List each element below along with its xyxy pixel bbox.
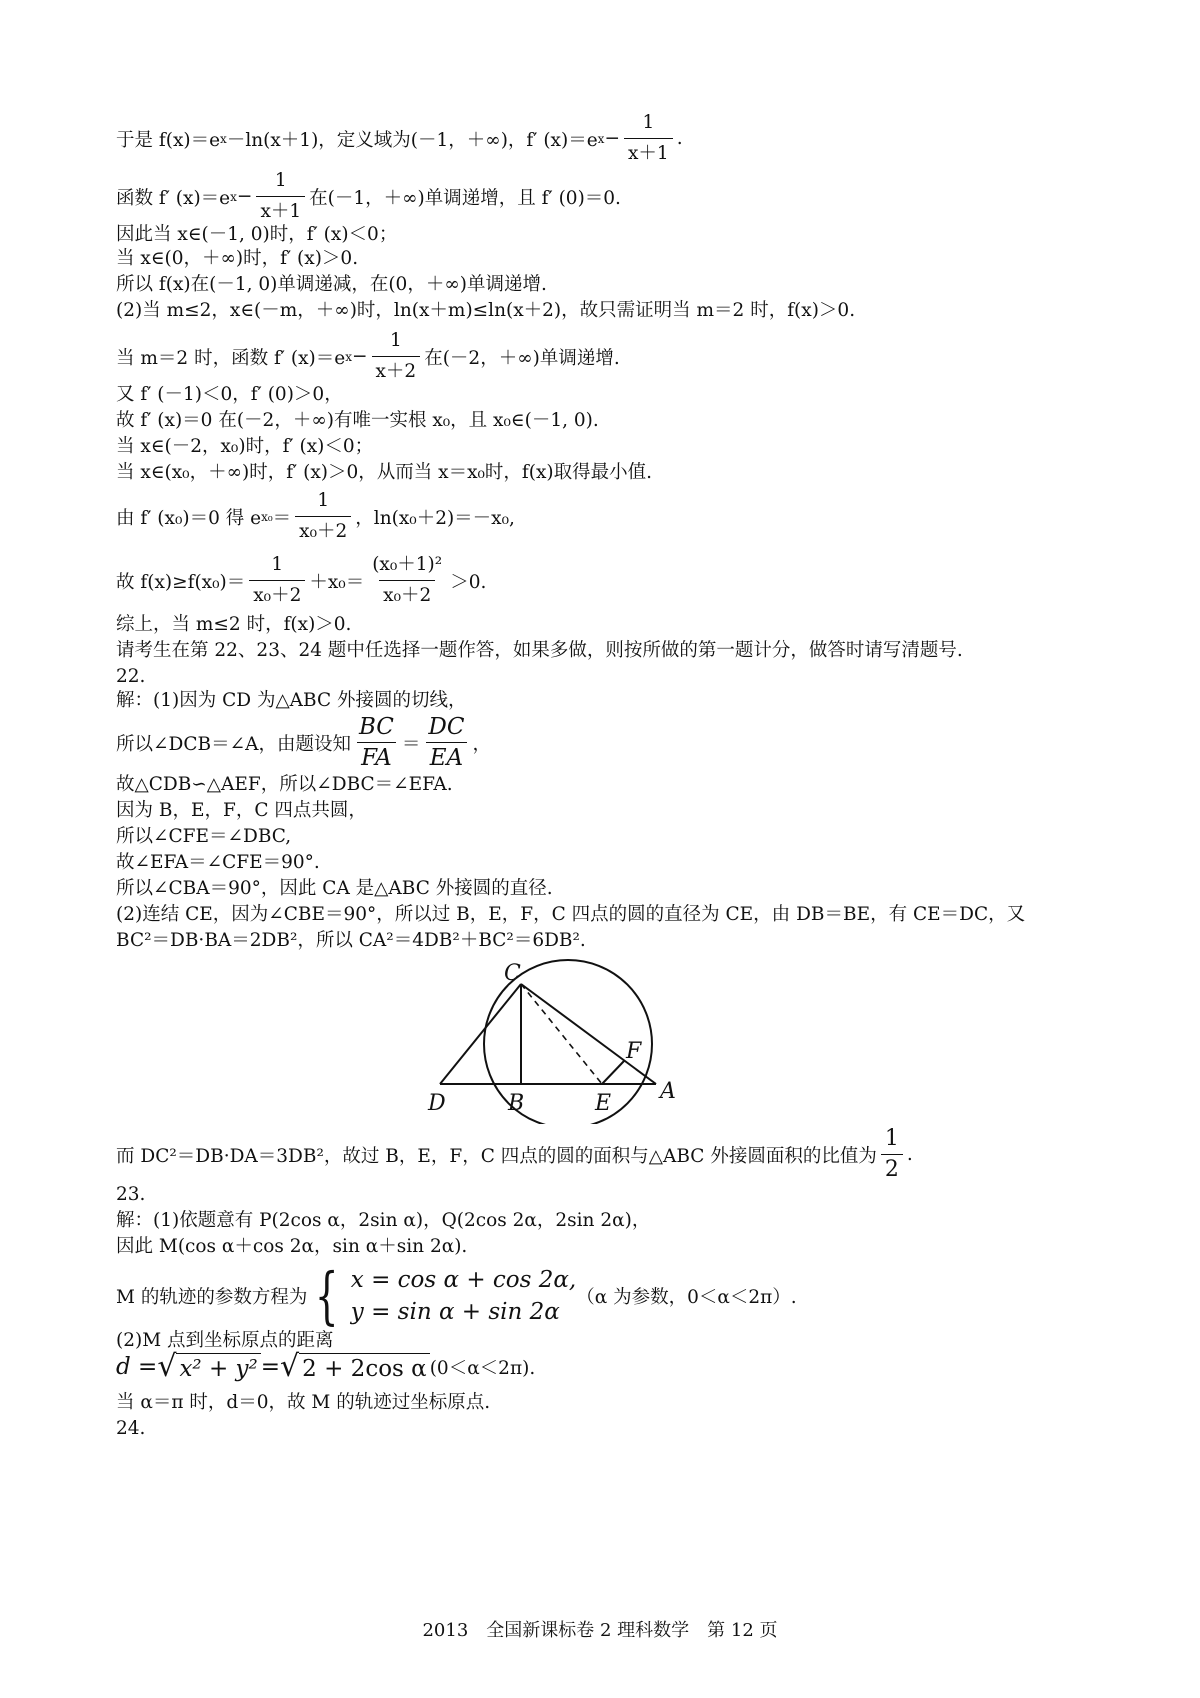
text: 于是 f(x)＝e [116,129,221,151]
solution-line-6: (2)当 m≤2，x∈(－m，＋∞)时，ln(x＋m)≤ln(x＋2)，故只需证明当 m＝2 时，f(x)＞0. [116,300,856,321]
numerator: 1 [317,490,330,511]
solution-line-9: 故 f′ (x)＝0 在(－2，＋∞)有唯一实根 x₀，且 x₀∈(－1, 0). [116,410,599,431]
text: . [676,128,683,149]
page-footer: 2013 全国新课标卷 2 理科数学 第 12 页 [422,1620,778,1641]
denominator: FA [357,742,396,771]
text: 在(－2，＋∞)单调递增. [424,347,620,369]
geometry-figure [420,958,700,1124]
solution-23-line-5 [116,1349,536,1384]
fraction [881,1126,903,1183]
solution-23-line-1: 解：(1)依题意有 P(2cos α，2sin α)，Q(2cos 2α，2sin 2α)， [116,1210,651,1231]
fraction [424,714,468,771]
text: d = [116,1354,158,1380]
operator: − [236,186,253,207]
left-brace: { [315,1259,339,1332]
denominator: x＋1 [256,196,305,225]
solution-23-line-3 [116,1259,797,1332]
fraction [624,110,673,167]
superscript: x [597,131,605,146]
solution-line-10: 当 x∈(－2，x₀)时，f′ (x)＜0； [116,436,374,457]
superscript: x [230,189,237,204]
operator: ＝ [272,507,292,529]
text: ＋x₀＝ [309,571,365,593]
solution-line-5: 所以 f(x)在(－1, 0)单调递减，在(0，＋∞)单调递增. [116,274,547,295]
fraction [295,488,351,545]
solution-22-line-8: (2)连结 CE，因为∠CBE＝90°，所以过 B，E，F，C 四点的圆的直径为 CE，由 DB＝BE，有 CE＝DC，又 [116,904,1026,925]
fraction [249,552,305,609]
segment-DC [440,984,521,1084]
solution-line-8: 又 f′ (－1)＜0，f′ (0)＞0， [116,384,343,405]
superscript: x₀ [261,509,273,524]
radicand: x² + y² [176,1353,260,1382]
text: M 的轨迹的参数方程为 [116,1287,308,1308]
problem-24-number: 24. [116,1418,146,1439]
text: 而 DC²＝DB·DA＝3DB²，故过 B，E，F，C 四点的圆的面积与△ABC 外接圆面积的比值为 [116,1145,877,1167]
label-D: D [428,1091,446,1116]
denominator: 2 [881,1154,903,1183]
solution-22-line-3: 故△CDB∽△AEF，所以∠DBC＝∠EFA. [116,774,453,795]
numerator: 1 [884,1126,899,1151]
solution-line-7 [116,328,620,385]
superscript: x [345,349,352,364]
solution-22-line-6: 故∠EFA＝∠CFE＝90°. [116,852,320,873]
denominator: x₀＋2 [379,580,435,609]
solution-line-11: 当 x∈(x₀，＋∞)时，f′ (x)＞0，从而当 x＝x₀时，f(x)取得最小值. [116,462,653,483]
solution-line-12 [116,488,515,545]
numerator: BC [358,714,394,740]
solution-22-line-5: 所以∠CFE＝∠DBC, [116,826,292,847]
text: (0＜α＜2π). [429,1358,536,1379]
fraction [372,328,421,385]
solution-22-line-1: 解：(1)因为 CD 为△ABC 外接圆的切线， [116,690,467,711]
denominator: x₀＋2 [249,580,305,609]
solution-22-line-2 [116,714,491,771]
label-E: E [595,1091,612,1116]
denominator: EA [426,742,467,771]
denominator: x＋2 [372,356,421,385]
equation-row: x = cos α + cos 2α, [350,1267,577,1293]
label-C: C [504,961,521,986]
solution-22-line-4: 因为 B，E，F，C 四点共圆， [116,800,367,821]
solution-22-line-9: BC²＝DB·BA＝2DB²，所以 CA²＝4DB²＋BC²＝6DB². [116,930,586,951]
text: （α 为参数，0＜α＜2π）. [576,1287,797,1308]
numerator: 1 [389,330,402,351]
label-F: F [626,1039,642,1064]
fraction [368,552,446,609]
radicand: 2 + 2cos α [299,1353,430,1382]
text: ， [472,733,491,755]
segment-EF [602,1061,624,1084]
equation-row: y = sin α + sin 2α [350,1299,560,1325]
solution-23-line-6: 当 α＝π 时，d＝0，故 M 的轨迹过坐标原点. [116,1392,491,1413]
numerator: 1 [642,112,655,133]
radical-sign: √ [157,1349,177,1384]
problem-22-number: 22. [116,666,146,687]
numerator: DC [428,714,465,740]
fraction [256,168,305,225]
operator: = [260,1354,281,1380]
denominator: x＋1 [624,138,673,167]
numerator: 1 [271,554,284,575]
numerator: (x₀＋1)² [372,554,443,575]
operator: ＝ [401,733,421,755]
text: ，ln(x₀＋2)＝－x₀, [355,507,515,529]
superscript: x [220,131,227,146]
text: 函数 f′ (x)＝e [116,187,231,209]
square-root [157,1349,260,1384]
solution-22-line-10 [116,1126,913,1183]
problem-23-number: 23. [116,1184,146,1205]
solution-23-line-2: 因此 M(cos α＋cos 2α，sin α＋sin 2α). [116,1236,468,1257]
solution-line-1 [116,110,683,167]
instruction-line: 请考生在第 22、23、24 题中任选择一题作答，如果多做，则按所做的第一题计分，做答时请写清题号. [116,640,963,661]
solution-line-3: 因此当 x∈(－1, 0)时，f′ (x)＜0； [116,224,398,245]
square-root [280,1349,430,1384]
solution-23-line-4: (2)M 点到坐标原点的距离 [116,1330,334,1351]
operator: − [351,346,368,367]
solution-line-13 [116,552,486,609]
denominator: x₀＋2 [295,516,351,545]
solution-22-line-7: 所以∠CBA＝90°，因此 CA 是△ABC 外接圆的直径. [116,878,553,899]
text: －ln(x＋1)，定义域为(－1，＋∞)，f′ (x)＝e [226,129,598,151]
solution-line-14: 综上，当 m≤2 时，f(x)＞0. [116,614,352,635]
label-A: A [660,1079,676,1104]
label-B: B [508,1091,525,1116]
numerator: 1 [274,170,287,191]
solution-line-2 [116,168,621,225]
solution-line-4: 当 x∈(0，＋∞)时，f′ (x)＞0. [116,248,359,269]
text: 由 f′ (x₀)＝0 得 e [116,507,262,529]
text: 所以∠DCB＝∠A，由题设知 [116,733,351,755]
operator: − [604,128,620,149]
equation-system [351,1264,576,1328]
text: ＞0. [450,571,487,593]
segment-CA [521,984,656,1084]
text: 故 f(x)≥f(x₀)＝ [116,571,246,593]
radical-sign: √ [280,1349,300,1384]
text: 在(－1，＋∞)单调递增，且 f′ (0)＝0. [309,187,621,209]
fraction [355,714,398,771]
text: 当 m＝2 时，函数 f′ (x)＝e [116,347,346,369]
text: . [906,1144,913,1165]
